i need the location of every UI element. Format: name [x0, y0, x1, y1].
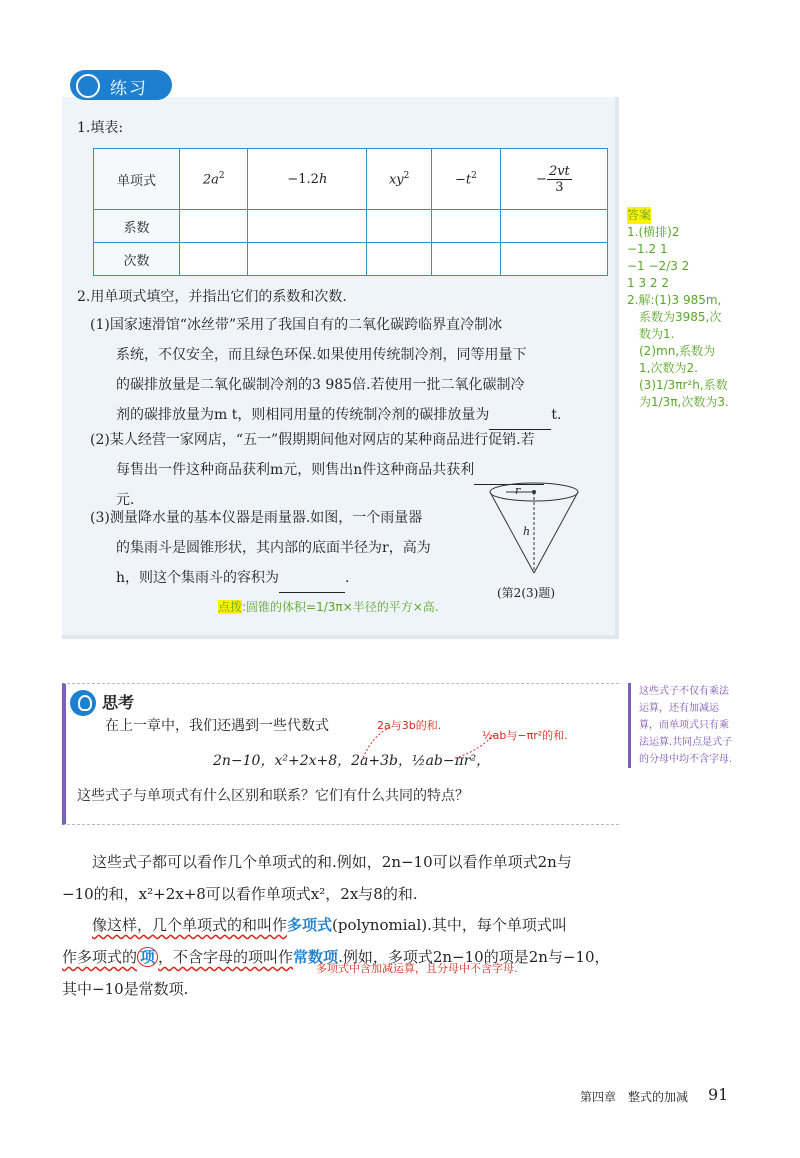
- answer-line: −1.2 1: [627, 242, 668, 256]
- table-cell[interactable]: [180, 243, 248, 276]
- annotation-b: ½ab与−πr²的和.: [482, 729, 568, 742]
- text-span: h，则这个集雨斗的容积为: [116, 570, 280, 586]
- text-line: 这些式子都可以看作几个单项式的和.例如，2n−10可以看作单项式2n与: [92, 853, 572, 871]
- table-cell[interactable]: [432, 243, 501, 276]
- answer-line: 1.(横排)2: [627, 225, 680, 239]
- text-line: 其中−10是常数项.: [62, 980, 189, 998]
- cone-label-h: h: [523, 525, 531, 538]
- red-note: 多项式中含加减运算，且分母中不含字母.: [316, 962, 518, 975]
- answer-line: 1 3 2 2: [627, 276, 669, 290]
- answer-line: 1,次数为2.: [639, 361, 698, 375]
- table-row-label: 系数: [94, 210, 180, 243]
- hint-tag: 点拨: [218, 600, 243, 614]
- text-span: ，不含字母的项叫作: [158, 948, 294, 966]
- text-line: (3)测量降水量的基本仪器是雨量器.如图，一个雨量器: [90, 510, 423, 526]
- text-span: .: [345, 570, 350, 586]
- hint-note: [218, 596, 439, 615]
- think-expressions: 2n−10，x²+2x+8，2a+3b，½ab−πr²，: [213, 753, 491, 769]
- annotation-arrows: [345, 722, 505, 762]
- cone-figure: [484, 478, 584, 578]
- practice-icon: [76, 74, 100, 98]
- hint-text: :圆锥的体积=1/3π×半径的平方×高.: [242, 600, 439, 614]
- fill-table: [93, 148, 608, 276]
- think-title: 思考: [102, 693, 135, 712]
- page-number: 91: [708, 1085, 729, 1104]
- table-header-cell: 单项式: [94, 149, 180, 210]
- question-2-1: [90, 310, 615, 430]
- table-header-cell: − $\frac{2vt}{3}$: [500, 149, 607, 210]
- body-paragraph-2: [62, 909, 662, 1005]
- table-header-cell: $-t^2$: [432, 149, 501, 210]
- text-span: 每售出一件这种商品获利m元，则售出n件这种商品共获利: [116, 462, 475, 478]
- chapter-label: 第四章 整式的加减: [580, 1090, 689, 1104]
- text-span: 作多项式的: [62, 948, 138, 966]
- text-line: [90, 563, 490, 593]
- think-question: 这些式子与单项式有什么区别和联系？它们有什么共同的特点？: [77, 788, 469, 804]
- text-line: [62, 909, 662, 941]
- answer-line: (2)mn,系数为: [639, 344, 716, 358]
- question-1-title: 1.填表:: [77, 120, 124, 136]
- text-line: (1)国家速滑馆“冰丝带”采用了我国自有的二氧化碳跨临界直冷制冰: [90, 317, 503, 333]
- term-polynomial: 多项式: [287, 916, 333, 934]
- text-line: 系统，不仅安全，而且绿色环保.如果使用传统制冷剂，同等用量下: [116, 347, 527, 363]
- table-cell[interactable]: [180, 210, 248, 243]
- table-header-cell: $2a^2$: [180, 149, 248, 210]
- term-item: 项: [137, 947, 158, 967]
- lightbulb-icon: [70, 690, 96, 716]
- text-line: 元.: [116, 492, 135, 508]
- answer-line: (3)1/3πr²h,系数: [639, 378, 728, 392]
- unit-text: t.: [551, 407, 562, 423]
- think-intro: 在上一章中，我们还遇到一些代数式: [105, 718, 329, 734]
- term-constant: 常数项: [293, 948, 339, 966]
- answer-line: 2.解:(1)3 985m,: [627, 293, 722, 307]
- answer-tag: 答案: [627, 208, 652, 222]
- question-2-title: 2.用单项式填空，并指出它们的系数和次数.: [77, 289, 347, 305]
- practice-label: 练习: [110, 79, 148, 99]
- table-header-cell: $xy^2$: [367, 149, 432, 210]
- text-line: 的集雨斗是圆锥形状，其内部的底面半径为r，高为: [116, 540, 431, 556]
- side-note: 这些式子不仅有乘法运算，还有加减运算，而单项式只有乘法运算.共同点是式子的分母中均不含字母.: [628, 683, 734, 768]
- practice-badge: [70, 70, 172, 100]
- table-cell[interactable]: [367, 243, 432, 276]
- answer-line: 数为1.: [639, 327, 675, 341]
- annotation-a: 2a与3b的和.: [377, 719, 442, 732]
- table-cell[interactable]: [432, 210, 501, 243]
- answer-line: 为1/3π,次数为3.: [639, 395, 729, 409]
- table-cell[interactable]: [500, 243, 607, 276]
- answer-line: −1 −2/3 2: [627, 259, 690, 273]
- table-cell[interactable]: [367, 210, 432, 243]
- answer-blank[interactable]: [279, 576, 345, 593]
- text-line: −10的和，x²+2x+8可以看作单项式x²，2x与8的和.: [62, 885, 418, 903]
- answer-line: 系数为3985,次: [639, 310, 722, 324]
- cone-label-r: r: [515, 484, 521, 497]
- table-row-label: 次数: [94, 243, 180, 276]
- table-cell[interactable]: [248, 243, 367, 276]
- text-line: 的碳排放量是二氧化碳制冷剂的3 985倍.若使用一批二氧化碳制冷: [116, 377, 525, 393]
- figure-caption: (第2(3)题): [497, 586, 555, 600]
- table-header-cell: −1.2h: [248, 149, 367, 210]
- table-cell[interactable]: [500, 210, 607, 243]
- text-span: 像这样，几个单项式的和叫作: [92, 916, 288, 934]
- table-cell[interactable]: [248, 210, 367, 243]
- text-span: (polynomial).其中，每个单项式叫: [332, 916, 567, 934]
- text-span: .例如，多项式2n−10的项是2n与−10，: [338, 948, 610, 966]
- text-line: (2)某人经营一家网店，“五一”假期期间他对网店的某种商品进行促销.若: [90, 432, 535, 448]
- answer-notes: [627, 207, 777, 411]
- body-paragraph-1: [62, 846, 622, 910]
- text-span: 剂的碳排放量为m t，则相同用量的传统制冷剂的碳排放量为: [116, 407, 490, 423]
- question-2-3: [90, 503, 490, 593]
